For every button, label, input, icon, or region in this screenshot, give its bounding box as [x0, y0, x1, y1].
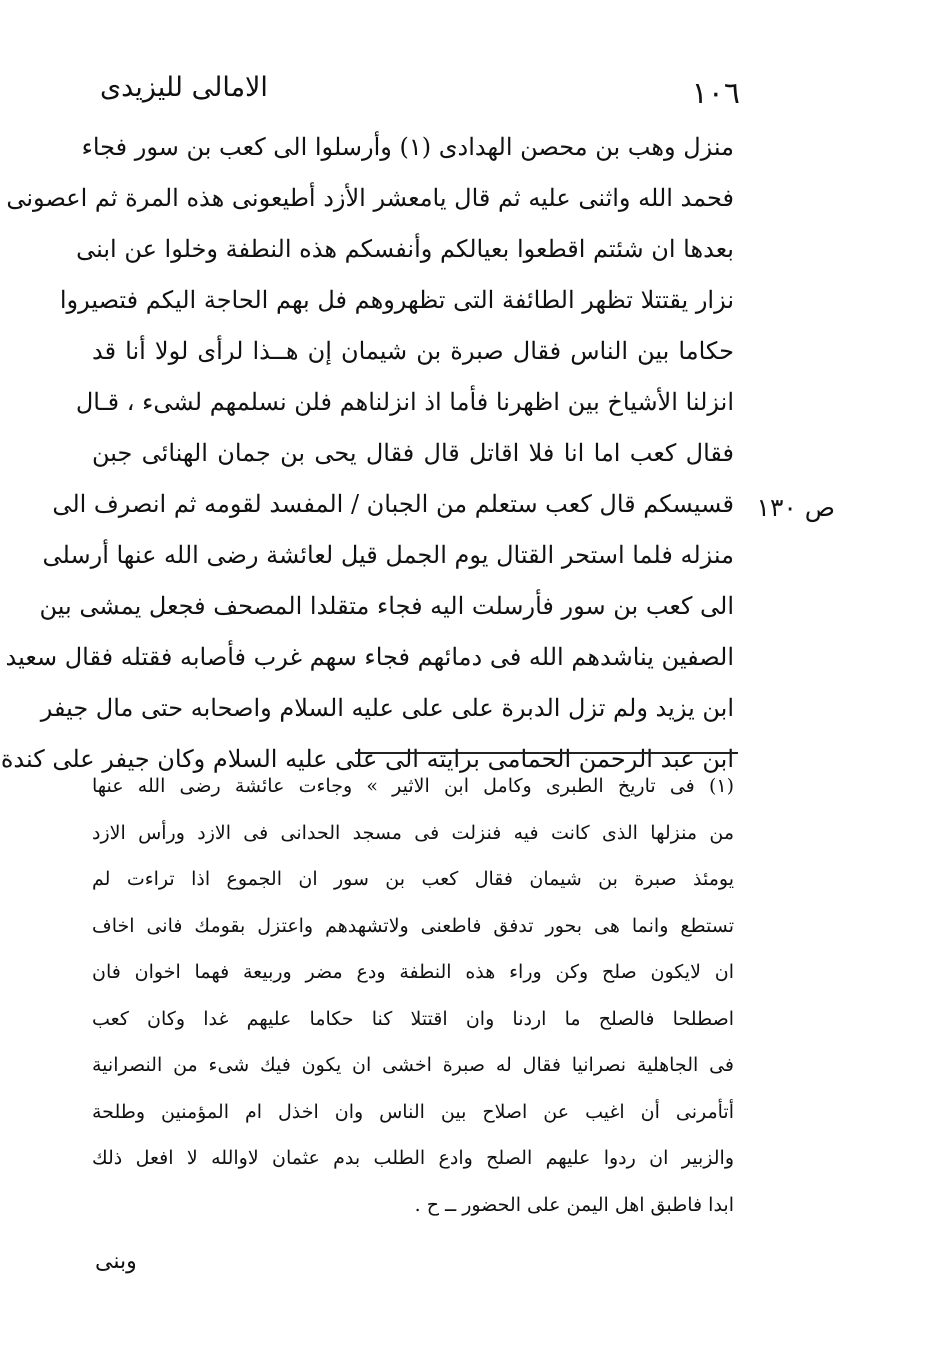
text-line: الصفين يناشدهم الله فى دمائهم فجاء سهم غرب فأصابه فقتله فقال سعيد: [5, 643, 734, 671]
footnote-line: تستطع وانما هى بحور تدفق فاطعنى ولاتشهدهم واعتزل بقومك فانى اخاف: [92, 914, 734, 937]
text-line: ابن عبد الرحمن الحمامى برايته الى على عليه السلام وكان جيفر على كندة: [0, 745, 734, 773]
text-line: انزلنا الأشياخ بين اظهرنا فأما اذ انزلناهم فلن نسلمهم لشىء ، قـال: [75, 388, 734, 416]
catchword: وبنى: [95, 1249, 137, 1274]
footnote-line: ان لايكون صلح وكن وراء هذه النطفة ودع مضر وربيعة فهما اخوان فان: [92, 961, 734, 983]
page-number: ١٠٦: [691, 76, 740, 111]
margin-page-reference: ص ١٣٠: [756, 493, 835, 522]
text-line: فقال كعب اما انا فلا اقاتل قال فقال يحى بن جمان الهنائى جبن: [92, 439, 734, 467]
footnote-divider: [355, 752, 738, 754]
footnote-line: من منزلها الذى كانت فيه فنزلت فى مسجد الحدانى فى الازد ورأس الازد: [92, 821, 734, 844]
text-line: فحمد الله واثنى عليه ثم قال يامعشر الأزد أطيعونى هذه المرة ثم اعصونى: [6, 184, 734, 212]
footnote-line: ابدا فاطبق اهل اليمن على الحضور ــ ح .: [414, 1193, 734, 1216]
footnote-line: أتأمرنى أن اغيب عن اصلاح بين الناس وان اخذل ام المؤمنين وطلحة: [92, 1100, 734, 1123]
text-line: نزار يقتتلا تظهر الطائفة التى تظهروهم فل بهم الحاجة اليكم فتصيروا: [59, 286, 734, 314]
footnote-line: والزبير ان ردوا عليهم الصلح وادع الطلب بدم عثمان لاوالله لا افعل ذلك: [92, 1147, 734, 1169]
main-text: [0, 122, 734, 785]
text-line: الى كعب بن سور فأرسلت اليه فجاء متقلدا المصحف فجعل يمشى بين: [39, 592, 734, 620]
text-line: منزله فلما استحر القتال يوم الجمل قيل لعائشة رضى الله عنها أرسلى: [42, 541, 734, 569]
footnote-line: اصطلحا فالصلح ما اردنا وان اقتتلا كنا حكاما عليهم غدا وكان كعب: [92, 1007, 734, 1030]
text-line: بعدها ان شئتم اقطعوا بعيالكم وأنفسكم هذه النطفة وخلوا عن ابنى: [76, 235, 734, 263]
footnote-line: فى الجاهلية نصرانيا فقال له صبرة اخشى ان يكون فيك شىء من النصرانية: [92, 1054, 734, 1076]
text-line: قسيسكم قال كعب ستعلم من الجبان / المفسد لقومه ثم انصرف الى: [52, 490, 734, 518]
text-line: ابن يزيد ولم تزل الدبرة على على عليه السلام واصحابه حتى مال جيفر: [40, 694, 734, 722]
footnotes: [92, 763, 734, 1228]
running-title: الامالى لليزيدى: [100, 72, 268, 103]
footnote-line: يومئذ صبرة بن شيمان فقال كعب بن سور ان الجموع اذا تراءت لم: [92, 868, 734, 890]
footnote-line: (١) فى تاريخ الطبرى وكامل ابن الاثير » وجاءت عائشة رضى الله عنها: [92, 775, 734, 797]
text-line: حكاما بين الناس فقال صبرة بن شيمان إن هــذا لرأى لولا أنا قد: [92, 337, 734, 365]
text-line: منزل وهب بن محصن الهدادى (١) وأرسلوا الى كعب بن سور فجاء: [81, 133, 734, 161]
